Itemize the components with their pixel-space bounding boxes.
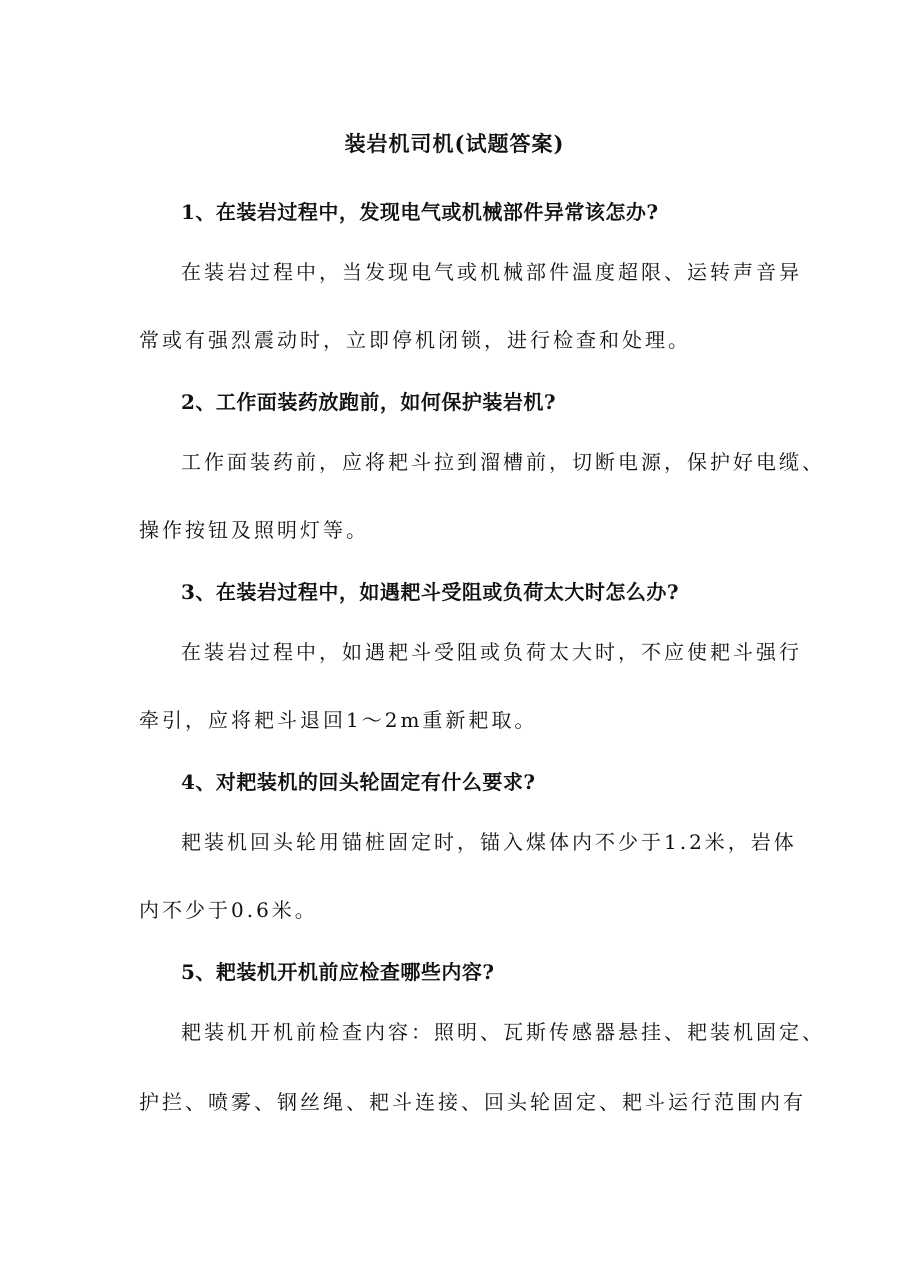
answer-4-line-1: 耙装机回头轮用锚桩固定时，锚入煤体内不少于1.2米，岩体 xyxy=(181,830,797,854)
answer-3-line-2: 牵引，应将耙斗退回1～2m重新耙取。 xyxy=(139,708,538,732)
answer-2-line-2: 操作按钮及照明灯等。 xyxy=(139,518,369,542)
question-5: 5、耙装机开机前应检查哪些内容? xyxy=(181,960,495,984)
answer-3-line-1: 在装岩过程中，如遇耙斗受阻或负荷太大时，不应使耙斗强行 xyxy=(181,640,802,664)
answer-5-line-2: 护拦、喷雾、钢丝绳、耙斗连接、回头轮固定、耙斗运行范围内有 xyxy=(139,1090,806,1114)
answer-4-line-2: 内不少于0.6米。 xyxy=(139,898,318,922)
document-title: 装岩机司机(试题答案) xyxy=(344,131,565,156)
question-4: 4、对耙装机的回头轮固定有什么要求? xyxy=(181,770,536,794)
question-3: 3、在装岩过程中，如遇耙斗受阻或负荷太大时怎么办? xyxy=(181,580,680,604)
answer-1-line-1: 在装岩过程中，当发现电气或机械部件温度超限、运转声音异 xyxy=(181,260,802,284)
answer-1-line-2: 常或有强烈震动时，立即停机闭锁，进行检查和处理。 xyxy=(139,328,691,352)
answer-2-line-1: 工作面装药前，应将耙斗拉到溜槽前，切断电源，保护好电缆、 xyxy=(181,450,825,474)
question-2: 2、工作面装药放跑前，如何保护装岩机? xyxy=(181,390,557,414)
answer-5-line-1: 耙装机开机前检查内容：照明、瓦斯传感器悬挂、耙装机固定、 xyxy=(181,1020,825,1044)
question-1: 1、在装岩过程中，发现电气或机械部件异常该怎办? xyxy=(181,200,659,224)
